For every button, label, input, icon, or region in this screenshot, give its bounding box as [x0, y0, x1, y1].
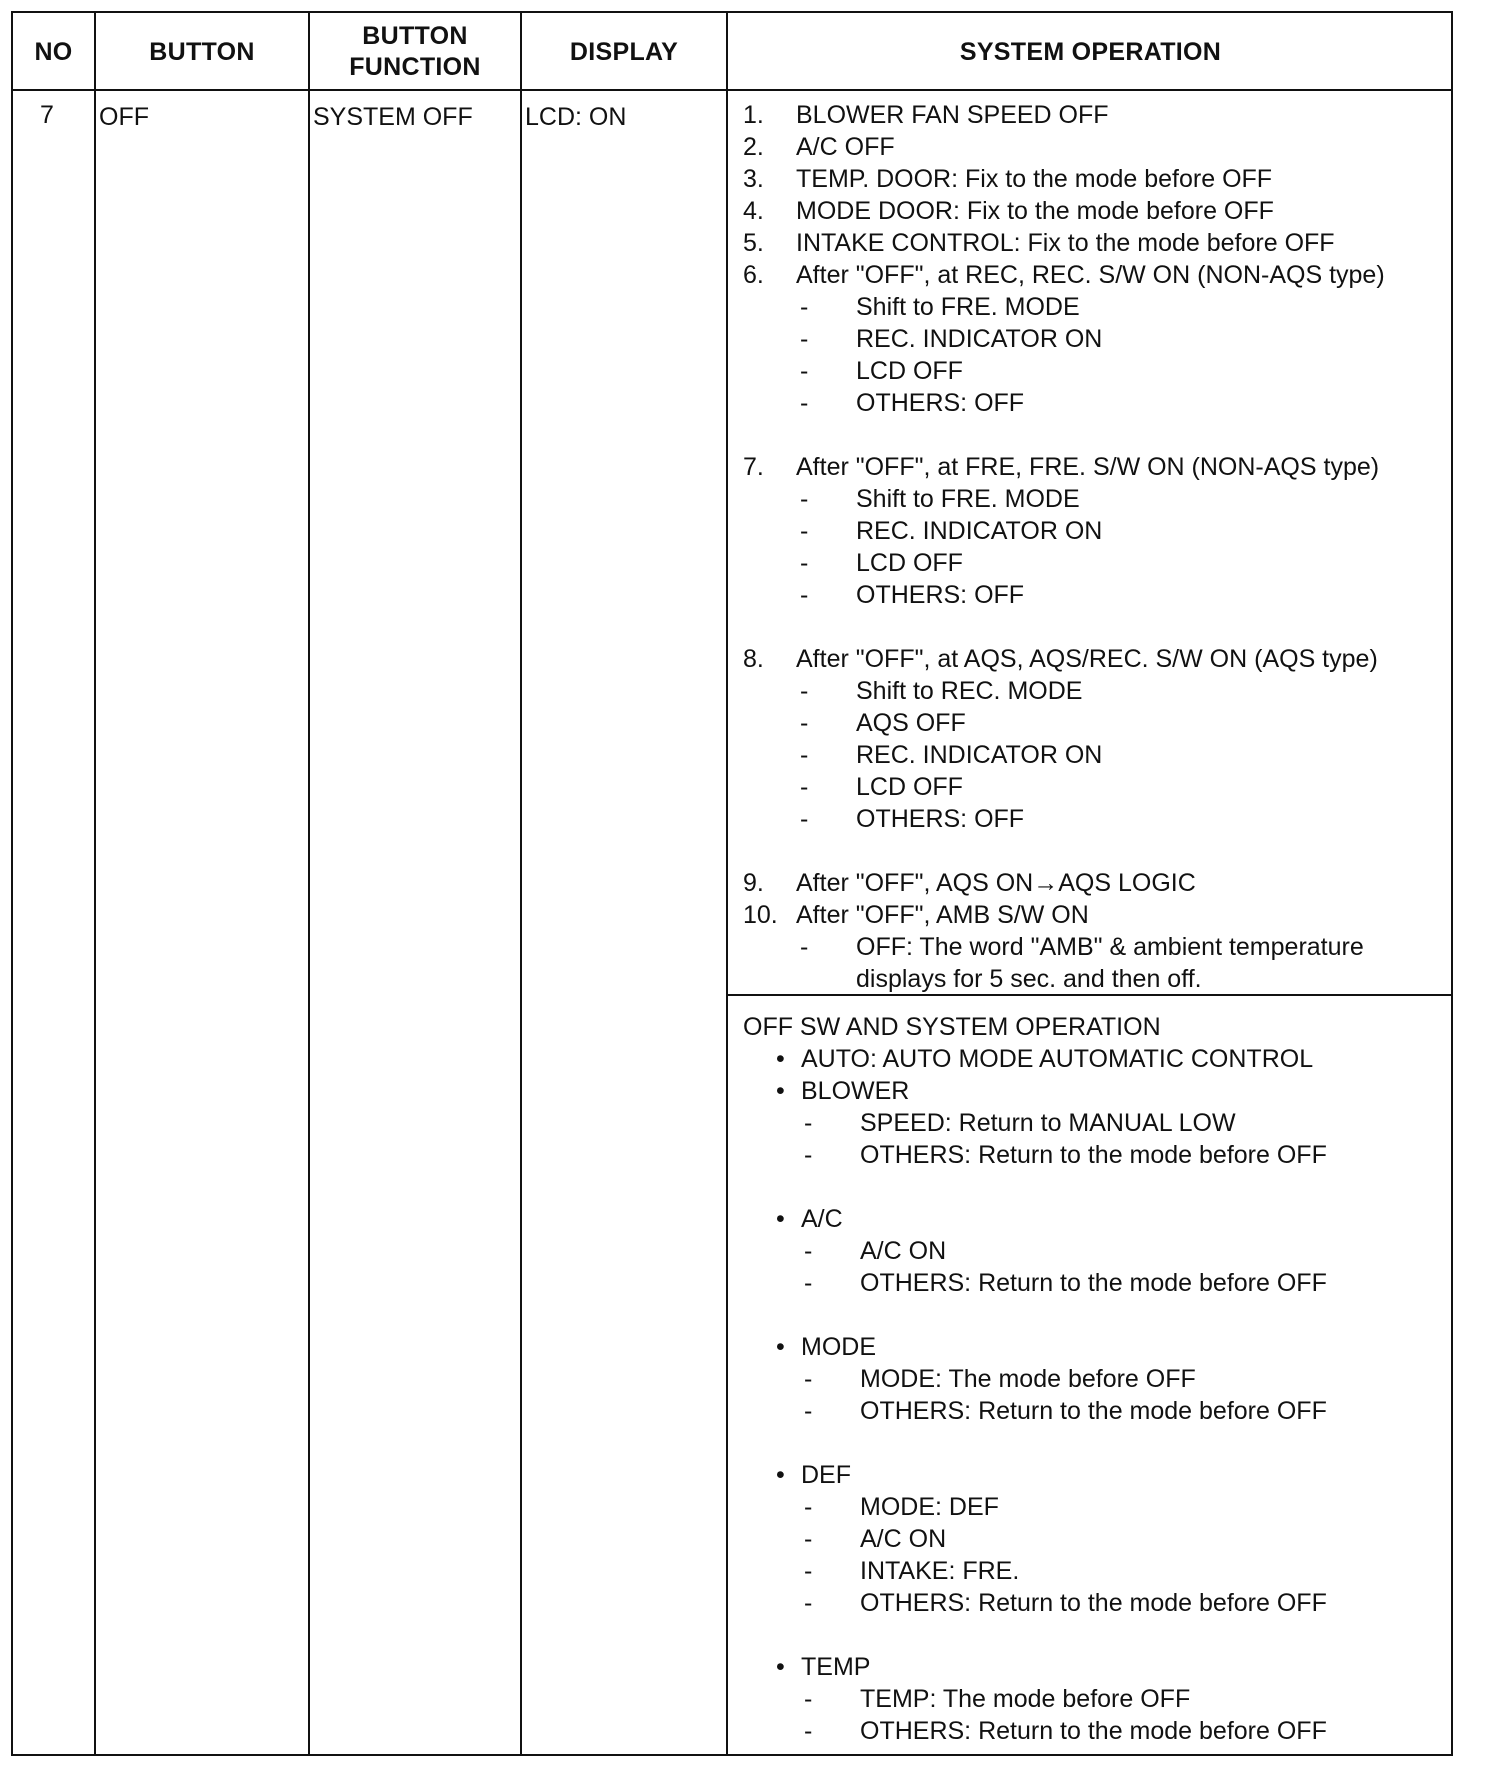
cell-no: 7 — [40, 101, 54, 129]
list-item: 9. After "OFF", AQS ON→AQS LOGIC — [743, 869, 1196, 897]
sub-item: - A/C ON — [804, 1237, 947, 1265]
cell-display: LCD: ON — [525, 103, 627, 131]
list-item: 10. After "OFF", AMB S/W ON — [743, 901, 1089, 929]
sub-item: - MODE: The mode before OFF — [804, 1365, 1196, 1393]
sub-item: - LCD OFF — [800, 773, 963, 801]
sub-item: - INTAKE: FRE. — [804, 1557, 1020, 1585]
sub-item: - REC. INDICATOR ON — [800, 517, 1103, 545]
off-sw-title: OFF SW AND SYSTEM OPERATION — [743, 1013, 1161, 1041]
list-item: 2. A/C OFF — [743, 133, 895, 161]
sub-item: - Shift to FRE. MODE — [800, 293, 1080, 321]
list-item: 3. TEMP. DOOR: Fix to the mode before OFF — [743, 165, 1273, 193]
col-divider-4 — [726, 11, 728, 1756]
sub-item: - OTHERS: OFF — [800, 581, 1025, 609]
header-system-operation: SYSTEM OPERATION — [959, 37, 1222, 66]
bullet-item: • DEF — [776, 1461, 851, 1489]
sub-item: - OTHERS: Return to the mode before OFF — [804, 1269, 1327, 1297]
bullet-item: • AUTO: AUTO MODE AUTOMATIC CONTROL — [776, 1045, 1314, 1073]
sub-item: - OTHERS: Return to the mode before OFF — [804, 1397, 1327, 1425]
sub-item: - OTHERS: OFF — [800, 805, 1025, 833]
list-item: 5. INTAKE CONTROL: Fix to the mode before OFF — [743, 229, 1335, 257]
sub-item: - TEMP: The mode before OFF — [804, 1685, 1191, 1713]
cell-button-function: SYSTEM OFF — [313, 103, 473, 131]
bullet-item: • MODE — [776, 1333, 876, 1361]
bullet-item: • BLOWER — [776, 1077, 910, 1105]
sub-item: - REC. INDICATOR ON — [800, 325, 1103, 353]
sub-item: - MODE: DEF — [804, 1493, 999, 1521]
sub-item: - REC. INDICATOR ON — [800, 741, 1103, 769]
col-divider-2 — [308, 11, 310, 1756]
col-divider-3 — [520, 11, 522, 1756]
list-item: 7. After "OFF", at FRE, FRE. S/W ON (NON-AQS type) — [743, 453, 1380, 481]
sub-item: - AQS OFF — [800, 709, 966, 737]
header-display: DISPLAY — [569, 37, 679, 66]
header-button: BUTTON — [149, 37, 255, 66]
header-no: NO — [34, 37, 73, 66]
sub-item: - OTHERS: Return to the mode before OFF — [804, 1141, 1327, 1169]
bullet-item: • TEMP — [776, 1653, 871, 1681]
cell-button: OFF — [99, 103, 149, 131]
bullet-item: • A/C — [776, 1205, 843, 1233]
sub-item: - LCD OFF — [800, 549, 963, 577]
sub-item: - OFF: The word "AMB" & ambient temperature — [800, 933, 1364, 961]
sub-item: - Shift to REC. MODE — [800, 677, 1083, 705]
sub-item: - OTHERS: OFF — [800, 389, 1025, 417]
list-item: 4. MODE DOOR: Fix to the mode before OFF — [743, 197, 1274, 225]
col-divider-1 — [94, 11, 96, 1756]
sub-item: - OTHERS: Return to the mode before OFF — [804, 1717, 1327, 1745]
sub-item: - LCD OFF — [800, 357, 963, 385]
list-item: 6. After "OFF", at REC, REC. S/W ON (NON-AQS type) — [743, 261, 1385, 289]
sub-item-continued: displays for 5 sec. and then off. — [856, 965, 1202, 993]
sub-item: - A/C ON — [804, 1525, 947, 1553]
sub-item: - Shift to FRE. MODE — [800, 485, 1080, 513]
list-item: 1. BLOWER FAN SPEED OFF — [743, 101, 1109, 129]
list-item: 8. After "OFF", at AQS, AQS/REC. S/W ON (AQS type) — [743, 645, 1378, 673]
header-button-function: BUTTON FUNCTION — [349, 22, 481, 81]
sub-item: - SPEED: Return to MANUAL LOW — [804, 1109, 1236, 1137]
sub-item: - OTHERS: Return to the mode before OFF — [804, 1589, 1327, 1617]
